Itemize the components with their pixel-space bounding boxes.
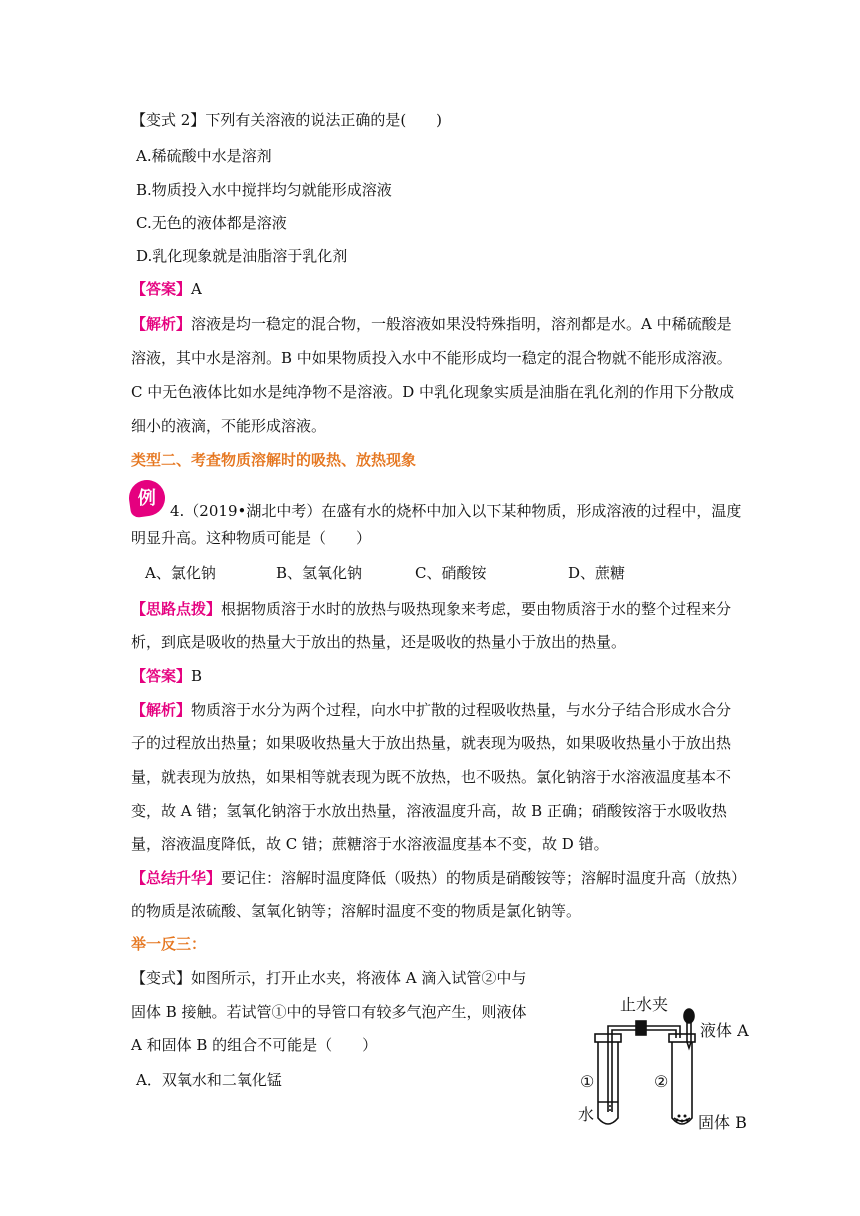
practice-option-a: A．双氧水和二氧化锰: [136, 1071, 282, 1089]
hint-line: [131, 599, 731, 619]
variant2-analysis-line: C 中无色液体比如水是纯净物不是溶液。D 中乳化现象实质是油脂在乳化剂的作用下分散成: [131, 383, 735, 401]
example-analysis-line: 变，故 A 错；氢氧化钠溶于水放出热量，溶液温度升高，故 B 正确；硝酸铵溶于水吸收热: [131, 802, 727, 820]
liquid-a-label: 液体 A: [700, 1021, 749, 1040]
variant2-answer: [131, 279, 202, 299]
analysis-tag: 【解析】: [131, 701, 192, 719]
variant2-analysis-line: 细小的液滴，不能形成溶液。: [131, 417, 327, 435]
example-question-line: 4.（2019•湖北中考）在盛有水的烧杯中加入以下某种物质，形成溶液的过程中，温度: [170, 502, 742, 520]
practice-question-line: 固体 B 接触。若试管①中的导管口有较多气泡产生，则液体: [131, 1003, 527, 1021]
variant2-option-a: A.稀硫酸中水是溶剂: [136, 147, 272, 165]
variant2-question: [131, 110, 442, 130]
example-option-c: C、硝酸铵: [415, 564, 487, 582]
hint-line: 析，到底是吸收的热量大于放出的热量，还是吸收的热量小于放出的热量。: [131, 633, 627, 651]
analysis-text: 溶液是均一稳定的混合物，一般溶液如果没特殊指明，溶剂都是水。A 中稀硫酸是: [191, 315, 732, 333]
answer-tag: 【答案】: [131, 280, 192, 298]
variant2-option-c: C.无色的液体都是溶液: [136, 214, 287, 232]
practice-heading: 举一反三：: [131, 935, 207, 953]
summary-line: 的物质是浓硫酸、氢氧化钠等；溶解时温度不变的物质是氯化钠等。: [131, 902, 582, 920]
practice-question-line: A 和固体 B 的组合不可能是（ ）: [131, 1036, 378, 1054]
variant2-analysis-line: [131, 314, 732, 334]
summary-tag: 【总结升华】: [131, 869, 222, 887]
example-analysis-line: 量，溶液温度降低，故 C 错；蔗糖溶于水溶液温度基本不变，故 D 错。: [131, 835, 609, 853]
example-option-a: A、氯化钠: [145, 564, 216, 582]
hint-tag: 【思路点拨】: [131, 600, 222, 618]
section-heading: 类型二、考查物质溶解时的吸热、放热现象: [131, 451, 417, 469]
example-badge-text: 例: [137, 488, 156, 510]
water-label: 水: [578, 1105, 595, 1124]
answer-value: A: [191, 280, 202, 298]
variant2-analysis-line: 溶液，其中水是溶剂。B 中如果物质投入水中不能形成均一稳定的混合物就不能形成溶液。: [131, 349, 732, 367]
variant2-option-d: D.乳化现象就是油脂溶于乳化剂: [136, 247, 348, 265]
variant2-tag: 【变式 2】: [131, 111, 206, 129]
answer-value: B: [191, 667, 203, 685]
example-badge-icon: [127, 478, 168, 519]
summary-text: 要记住：溶解时温度降低（吸热）的物质是硝酸铵等；溶解时温度升高（放热）: [221, 869, 747, 887]
analysis-tag: 【解析】: [131, 315, 192, 333]
test-tube-2: [672, 1040, 692, 1124]
analysis-text: 物质溶于水分为两个过程，向水中扩散的过程吸收热量，与水分子结合形成水合分: [191, 701, 732, 719]
tube-1-label: ①: [580, 1072, 595, 1091]
practice-question-line: [131, 968, 526, 988]
clamp-label: 止水夹: [620, 995, 669, 1014]
apparatus-figure: [560, 990, 760, 1130]
variant-tag: 【变式】: [131, 969, 192, 987]
solid-b-label: 固体 B: [698, 1113, 747, 1132]
hint-text: 根据物质溶于水时的放热与吸热现象来考虑，要由物质溶于水的整个过程来分: [221, 600, 732, 618]
tube-2-label: ②: [654, 1072, 669, 1091]
variant2-option-b: B.物质投入水中搅拌均匀就能形成溶液: [136, 181, 392, 199]
example-option-d: D、蔗糖: [568, 564, 626, 582]
example-answer: [131, 666, 202, 686]
variant2-question-text: 下列有关溶液的说法正确的是( ): [205, 111, 443, 129]
summary-line: [131, 868, 746, 888]
example-analysis-line: 量，就表现为放热，如果相等就表现为既不放热，也不吸热。氯化钠溶于水溶液温度基本不: [131, 768, 732, 786]
practice-question-text: 如图所示，打开止水夹，将液体 A 滴入试管②中与: [191, 969, 527, 987]
example-option-b: B、氢氧化钠: [276, 564, 363, 582]
example-question-line: 明显升高。这种物质可能是（ ）: [131, 529, 372, 547]
answer-tag: 【答案】: [131, 667, 192, 685]
example-analysis-line: 子的过程放出热量；如果吸收热量大于放出热量，就表现为吸热，如果吸收热量小于放出热: [131, 734, 732, 752]
example-analysis-line: [131, 700, 731, 720]
water-clamp: [636, 1021, 646, 1035]
